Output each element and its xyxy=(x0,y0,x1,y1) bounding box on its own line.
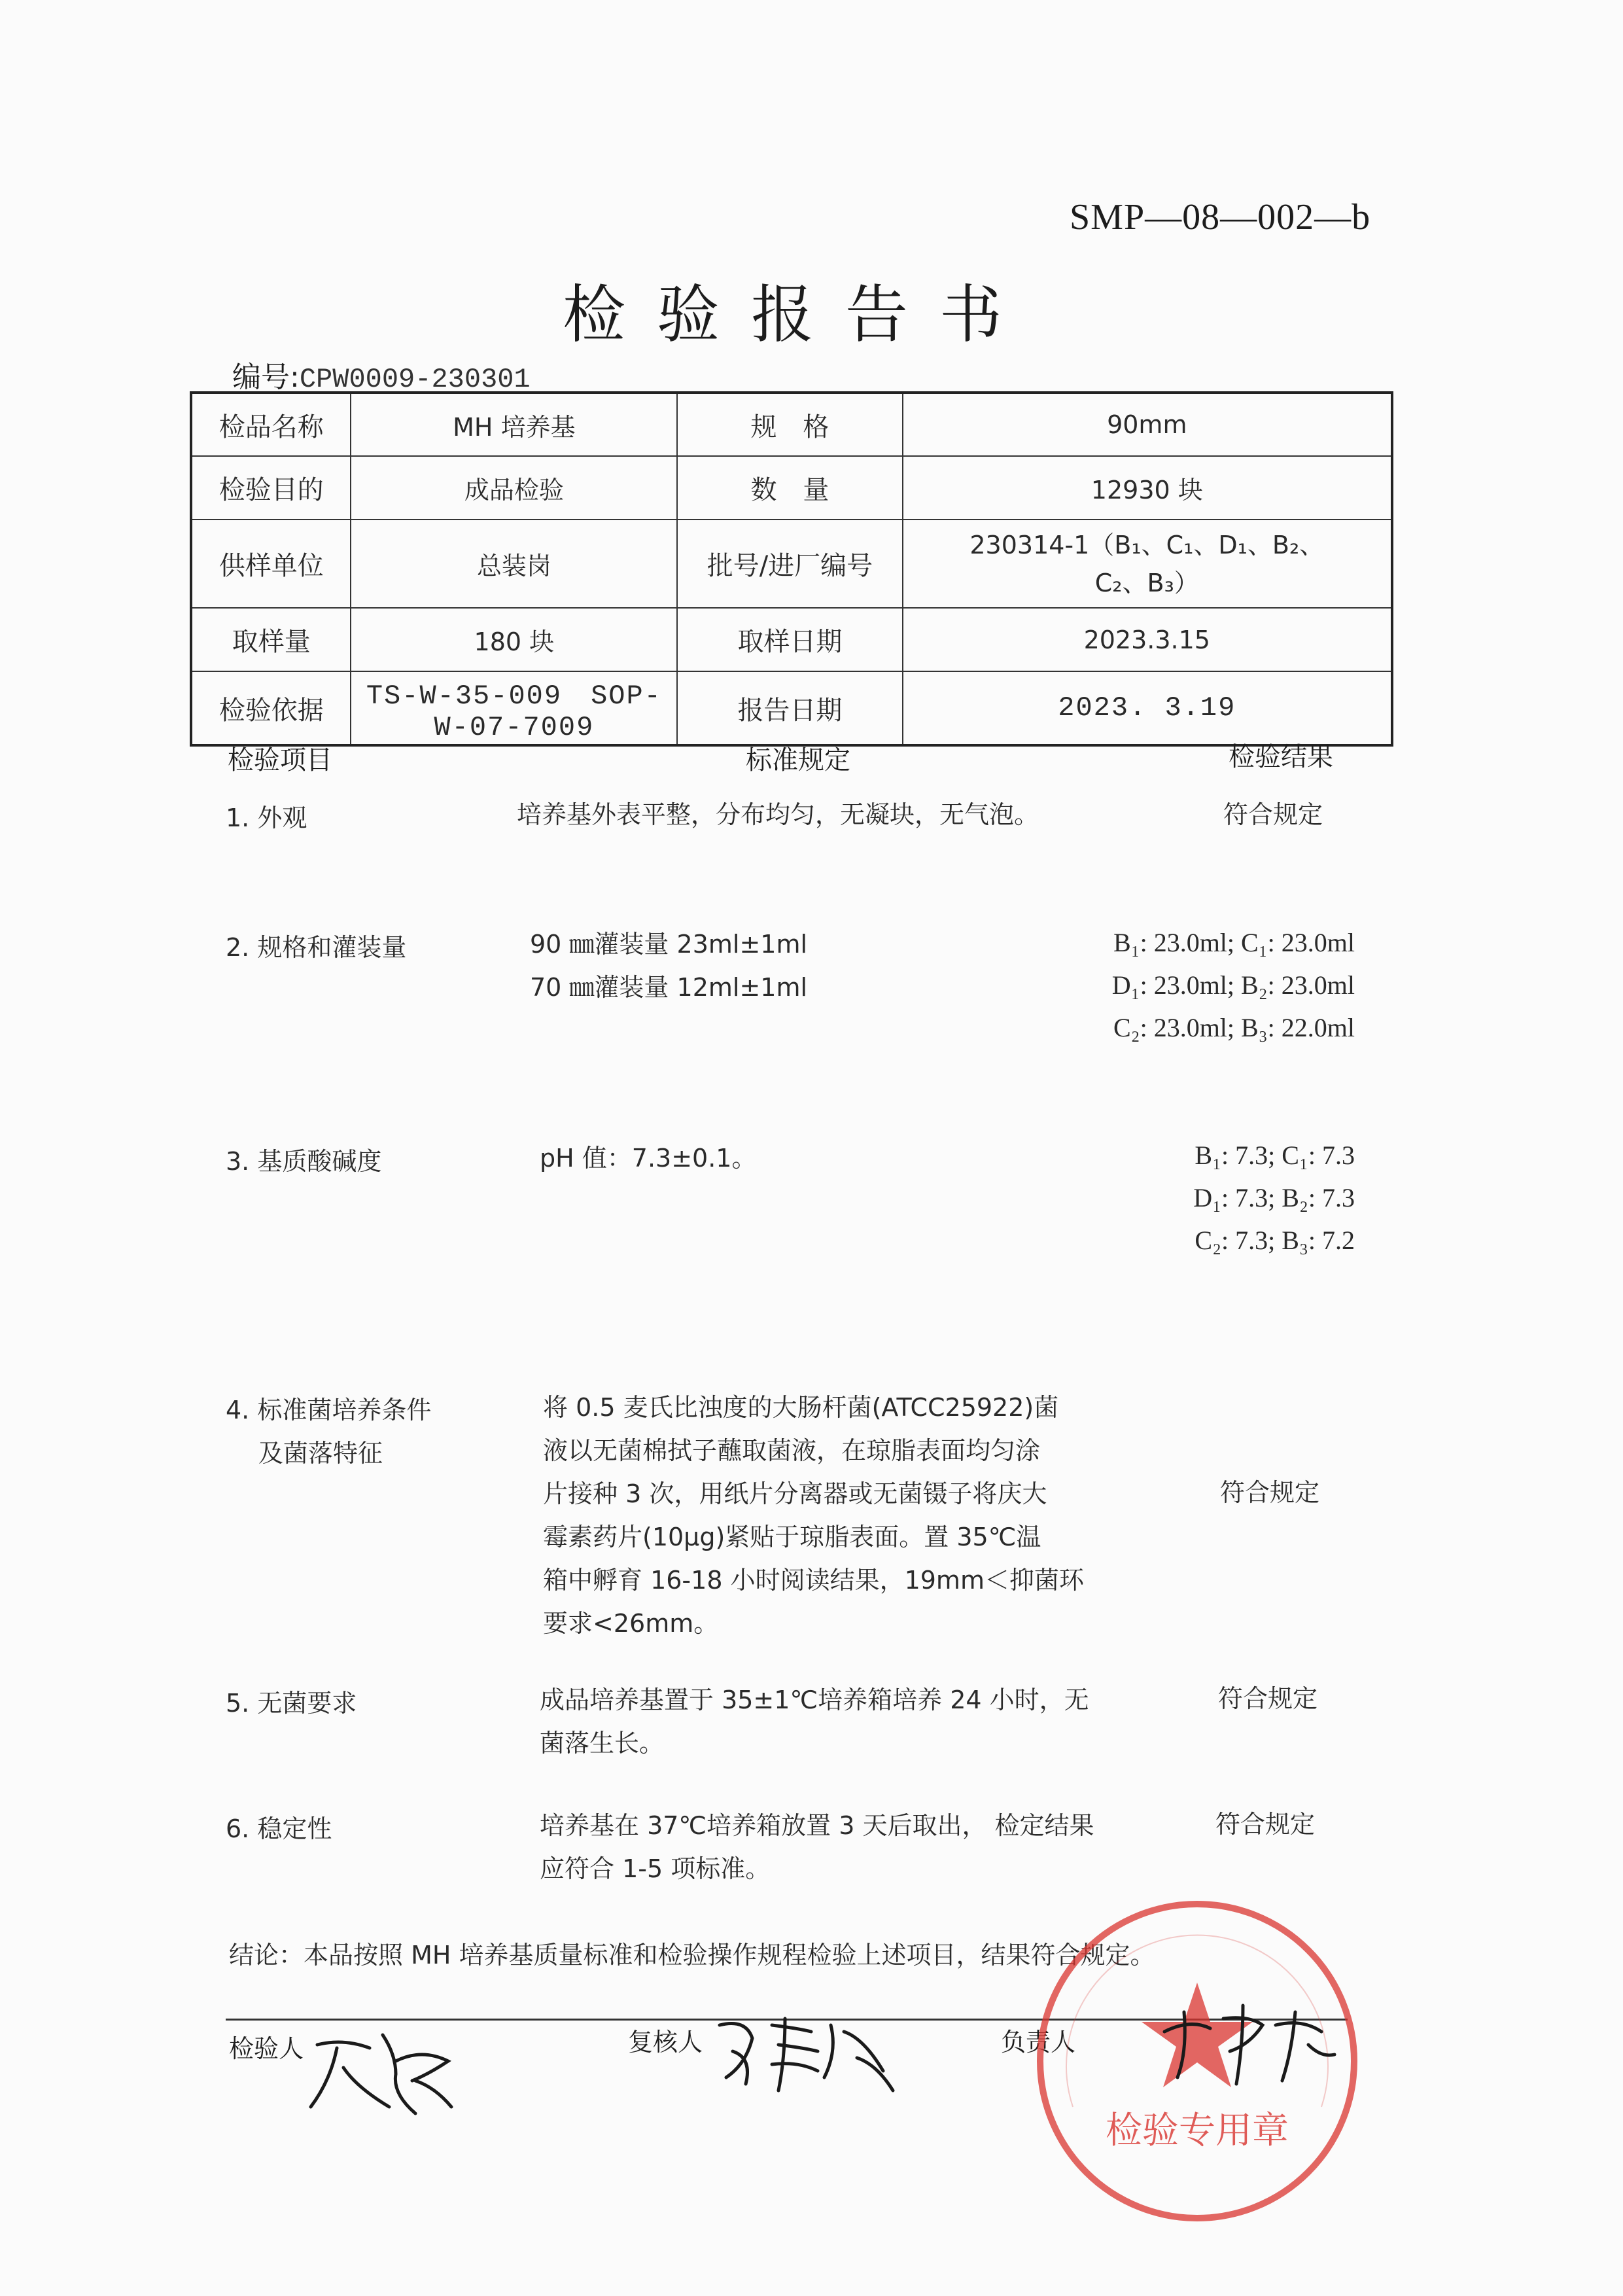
batch-number-cell xyxy=(903,520,1392,608)
info-label: 检验目的 xyxy=(191,456,351,520)
info-label: 检验依据 xyxy=(191,671,351,745)
item-standard: 培养基在 37℃培养箱放置 3 天后取出， 检定结果 xyxy=(540,1811,1094,1840)
info-label: 数 量 xyxy=(677,456,902,520)
item-name: 5. 无菌要求 xyxy=(226,1689,357,1718)
item-standard: 片接种 3 次，用纸片分离器或无菌镊子将庆大 xyxy=(543,1479,1047,1508)
report-number-value: CPW0009-230301 xyxy=(299,364,531,395)
info-table xyxy=(190,391,1393,747)
info-value: 12930 块 xyxy=(903,456,1392,520)
inspector-signature xyxy=(298,2009,468,2127)
item-standard: 液以无菌棉拭子蘸取菌液，在琼脂表面均匀涂 xyxy=(543,1436,1041,1465)
info-label: 批号/进厂编号 xyxy=(677,520,902,608)
column-header-item: 检验项目 xyxy=(228,745,332,775)
measure-result: B₁: 7.3; C₁: 7.3 xyxy=(1195,1140,1355,1170)
info-value: MH 培养基 xyxy=(351,393,677,456)
inspector-label: 检验人 xyxy=(229,2034,304,2063)
responsible-signature xyxy=(1151,1992,1348,2091)
item-standard: 箱中孵育 16-18 小时阅读结果，19mm＜抑菌环 xyxy=(543,1566,1084,1595)
measure-result: C₂: 7.3; B₃: 7.2 xyxy=(1195,1226,1355,1255)
item-standard: 70 ㎜灌装量 12ml±1ml xyxy=(530,973,808,1002)
info-label: 供样单位 xyxy=(191,520,351,608)
item-name: 及菌落特征 xyxy=(258,1439,383,1468)
item-result: 符合规定 xyxy=(1223,800,1323,829)
item-standard: 要求<26mm。 xyxy=(543,1609,719,1638)
info-row xyxy=(191,393,1392,456)
item-standard: 将 0.5 麦氏比浊度的大肠杆菌(ATCC25922)菌 xyxy=(543,1393,1059,1422)
item-standard: 90 ㎜灌装量 23ml±1ml xyxy=(530,930,808,959)
item-standard: pH 值：7.3±0.1。 xyxy=(540,1144,757,1173)
report-number-label: 编号: xyxy=(232,361,300,394)
item-standard: 成品培养基置于 35±1℃培养箱培养 24 小时，无 xyxy=(540,1686,1089,1714)
responsible-label: 负责人 xyxy=(1001,2028,1076,2057)
item-result: 符合规定 xyxy=(1220,1478,1320,1507)
measure-result: D₁: 23.0ml; B₂: 23.0ml xyxy=(1111,970,1355,1000)
info-value: 90mm xyxy=(903,393,1392,456)
batch-number-line: C₂、B₃） xyxy=(1094,568,1199,597)
document-code: SMP—08—002—b xyxy=(1070,197,1371,238)
item-standard: 应符合 1-5 项标准。 xyxy=(540,1854,771,1883)
info-value: 总装岗 xyxy=(351,520,677,608)
batch-number-line: 230314-1（B₁、C₁、D₁、B₂、 xyxy=(969,530,1325,559)
info-value: 180 块 xyxy=(351,608,677,671)
info-row xyxy=(191,671,1392,745)
stamp-purpose: 检验专用章 xyxy=(1106,2110,1289,2152)
item-name: 2. 规格和灌装量 xyxy=(226,933,407,962)
measure-result: D₁: 7.3; B₂: 7.3 xyxy=(1193,1183,1355,1212)
report-number xyxy=(232,353,531,395)
info-value: 成品检验 xyxy=(351,456,677,520)
item-name: 4. 标准菌培养条件 xyxy=(226,1396,432,1424)
reviewer-label: 复核人 xyxy=(628,2028,703,2057)
document-title: 检验报告书 xyxy=(563,278,1034,351)
reviewer-signature xyxy=(707,1999,903,2104)
measure-result: C₂: 23.0ml; B₃: 22.0ml xyxy=(1113,1013,1355,1042)
item-name: 6. 稳定性 xyxy=(226,1814,332,1843)
info-label: 取样量 xyxy=(191,608,351,671)
column-header-standard: 标准规定 xyxy=(746,745,850,775)
item-name: 3. 基质酸碱度 xyxy=(226,1147,382,1176)
info-row xyxy=(191,520,1392,608)
item-result: 符合规定 xyxy=(1218,1684,1318,1713)
info-value: 2023. 3.19 xyxy=(903,671,1392,745)
info-row xyxy=(191,456,1392,520)
info-value: 2023.3.15 xyxy=(903,608,1392,671)
info-row xyxy=(191,608,1392,671)
item-standard: 培养基外表平整，分布均匀，无凝块，无气泡。 xyxy=(517,800,1039,829)
info-label: 检品名称 xyxy=(191,393,351,456)
item-result: 符合规定 xyxy=(1215,1810,1316,1839)
item-standard: 菌落生长。 xyxy=(540,1729,665,1757)
item-standard: 霉素药片(10μg)紧贴于琼脂表面。置 35℃温 xyxy=(543,1523,1041,1551)
measure-result: B₁: 23.0ml; C₁: 23.0ml xyxy=(1113,928,1355,957)
column-header-result: 检验结果 xyxy=(1229,742,1333,772)
info-value: TS-W-35-009 SOP-W-07-7009 xyxy=(351,671,677,745)
info-label: 规 格 xyxy=(677,393,902,456)
item-name: 1. 外观 xyxy=(226,804,307,832)
info-label: 报告日期 xyxy=(677,671,902,745)
info-label: 取样日期 xyxy=(677,608,902,671)
conclusion: 结论：本品按照 MH 培养基质量标准和检验操作规程检验上述项目，结果符合规定。 xyxy=(229,1941,1155,1969)
